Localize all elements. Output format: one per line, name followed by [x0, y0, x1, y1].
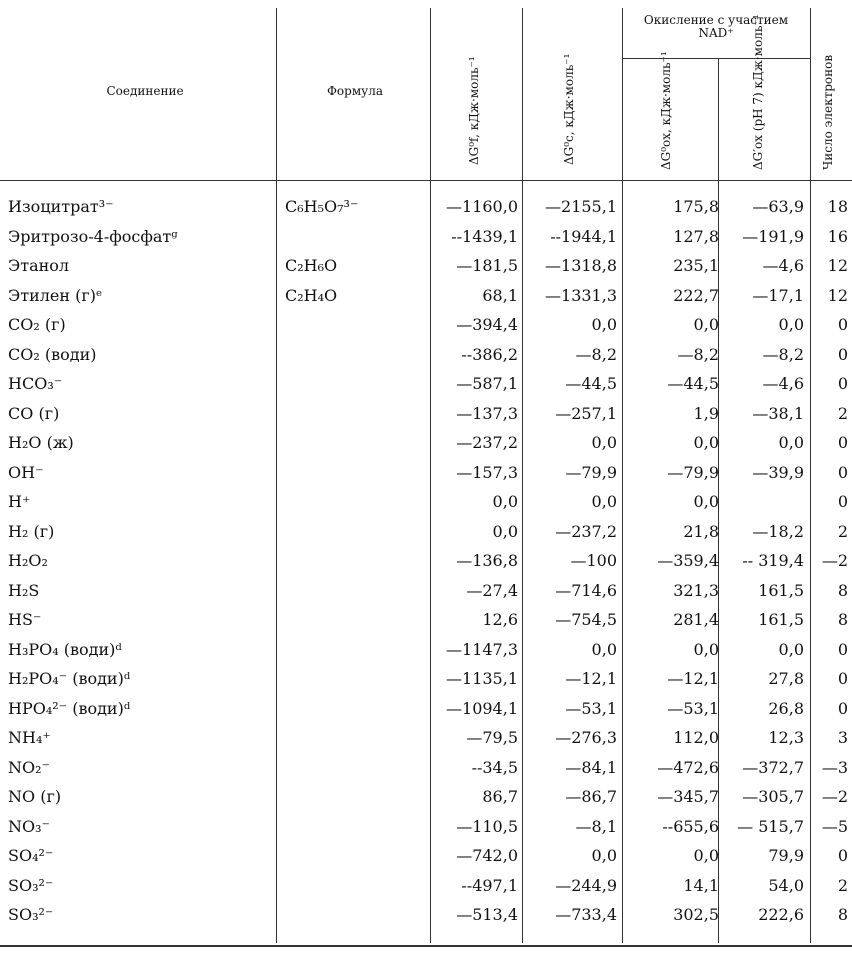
cell-dgox7: 161,5	[758, 610, 804, 629]
group-rule	[622, 58, 810, 59]
cell-dgox: 0,0	[693, 433, 719, 452]
cell-dgox7: 12,3	[768, 728, 804, 747]
table-row	[0, 905, 852, 935]
cell-dgf: —1094,1	[446, 698, 518, 718]
cell-e: 8	[837, 580, 848, 600]
cell-e: 2	[837, 403, 848, 423]
cell-dgc: —2155,1	[545, 197, 617, 216]
cell-dgox7: —191,9	[742, 226, 804, 246]
cell-name: H₂S	[8, 580, 40, 600]
cell-dgox: 0,0	[693, 846, 719, 865]
cell-dgox7: —63,9	[752, 197, 804, 216]
cell-dgc: 0,0	[591, 846, 617, 865]
cell-dgc: —754,5	[555, 610, 617, 629]
table-row	[0, 463, 852, 493]
cell-name: SO₃²⁻	[8, 905, 54, 924]
cell-dgc: --1944,1	[550, 226, 617, 246]
table-row	[0, 669, 852, 699]
table-row	[0, 522, 852, 552]
cell-dgc: —244,9	[555, 875, 617, 895]
cell-name: HPO₄²⁻ (води)ᵈ	[8, 698, 131, 718]
cell-dgc: —237,2	[555, 521, 617, 541]
cell-name: Этанол	[8, 256, 70, 275]
cell-e: —3	[821, 757, 848, 777]
cell-dgox: 235,1	[673, 256, 719, 275]
cell-name: NO₂⁻	[8, 757, 50, 777]
cell-dgox7: —305,7	[742, 787, 804, 806]
cell-dgc: —84,1	[565, 757, 617, 777]
table-row	[0, 227, 852, 257]
cell-name: H₂O (ж)	[8, 433, 74, 452]
cell-dgox7: 54,0	[768, 875, 804, 895]
cell-dgf: 0,0	[492, 521, 518, 541]
cell-name: SO₄²⁻	[8, 846, 54, 865]
cell-name: CO₂ (води)	[8, 344, 97, 364]
cell-name: NH₄⁺	[8, 728, 51, 747]
cell-dgox7: 0,0	[778, 639, 804, 659]
cell-dgf: —136,8	[456, 551, 518, 570]
cell-dgf: 0,0	[492, 492, 518, 511]
cell-dgox: 0,0	[693, 492, 719, 511]
cell-dgox7: —17,1	[752, 285, 804, 305]
cell-e: 0	[837, 344, 848, 364]
cell-e: 3	[837, 728, 848, 747]
cell-dgox7: —38,1	[752, 403, 804, 423]
cell-dgox: —359,4	[657, 551, 719, 570]
cell-dgf: --34,5	[471, 757, 518, 777]
cell-e: 0	[837, 315, 848, 334]
table-row	[0, 256, 852, 286]
cell-dgox7: -- 319,4	[742, 551, 804, 570]
cell-dgox: 321,3	[673, 580, 719, 600]
cell-dgox7: —4,6	[762, 256, 804, 275]
cell-dgc: —1318,8	[545, 256, 617, 275]
cell-dgc: —86,7	[565, 787, 617, 806]
cell-dgox: --655,6	[662, 816, 719, 836]
cell-name: NO (г)	[8, 787, 62, 806]
cell-dgox: 0,0	[693, 639, 719, 659]
cell-e: 12	[827, 256, 848, 275]
cell-dgf: 68,1	[482, 285, 518, 305]
cell-dgox: 14,1	[683, 875, 719, 895]
cell-e: 0	[837, 639, 848, 659]
table-row	[0, 315, 852, 345]
cell-e: 2	[837, 521, 848, 541]
table-row	[0, 817, 852, 847]
cell-formula: C₂H₄O	[285, 285, 338, 305]
cell-dgf: —27,4	[466, 580, 518, 600]
cell-dgf: --386,2	[461, 344, 518, 364]
cell-dgf: —1160,0	[446, 197, 518, 216]
cell-dgc: —8,2	[575, 344, 617, 364]
cell-name: H₂PO₄⁻ (води)ᵈ	[8, 669, 131, 688]
header-rule	[0, 180, 852, 181]
cell-dgf: —742,0	[456, 846, 518, 865]
table-row	[0, 787, 852, 817]
header-dgox: ΔG⁰ox, кДж·моль⁻¹	[659, 51, 673, 170]
cell-name: H⁺	[8, 492, 31, 511]
cell-dgc: —100	[570, 551, 617, 570]
table-row	[0, 581, 852, 611]
cell-dgox: —44,5	[667, 374, 719, 393]
cell-formula: C₂H₆O	[285, 256, 338, 275]
table-row	[0, 374, 852, 404]
cell-dgf: —1147,3	[446, 639, 518, 659]
header-compound: Соединение	[106, 84, 184, 98]
cell-dgox: —345,7	[657, 787, 719, 806]
cell-dgc: 0,0	[591, 492, 617, 511]
cell-dgox7: —18,2	[752, 521, 804, 541]
cell-dgox7: —39,9	[752, 462, 804, 482]
cell-dgox: 175,8	[673, 197, 719, 216]
cell-e: —2	[821, 787, 848, 806]
table-row	[0, 876, 852, 906]
table-row	[0, 492, 852, 522]
cell-name: H₂ (г)	[8, 521, 55, 541]
cell-dgc: 0,0	[591, 433, 617, 452]
table-row	[0, 758, 852, 788]
bottom-rule	[0, 945, 852, 947]
cell-dgox: —53,1	[667, 698, 719, 718]
cell-dgf: —79,5	[466, 728, 518, 747]
cell-e: 0	[837, 669, 848, 688]
cell-dgox7: 26,8	[768, 698, 804, 718]
cell-dgox7: —8,2	[762, 344, 804, 364]
cell-dgox7: 0,0	[778, 315, 804, 334]
cell-dgf: —157,3	[456, 462, 518, 482]
table-row	[0, 345, 852, 375]
cell-dgox: —12,1	[667, 669, 719, 688]
cell-dgc: —714,6	[555, 580, 617, 600]
cell-dgox: 127,8	[673, 226, 719, 246]
cell-dgc: —79,9	[565, 462, 617, 482]
cell-e: 0	[837, 462, 848, 482]
cell-dgf: —587,1	[456, 374, 518, 393]
header-ox-group: Окисление с участием NAD⁺	[643, 13, 789, 40]
cell-dgox: —8,2	[677, 344, 719, 364]
cell-dgf: --1439,1	[451, 226, 518, 246]
header-dgox-ph7: ΔG′ox (pH 7) кДж·моль⁻¹	[751, 14, 765, 170]
cell-name: H₂O₂	[8, 551, 48, 570]
header-dgf: ΔG⁰f, кДж·моль⁻¹	[467, 56, 481, 165]
cell-dgox: 112,0	[673, 728, 719, 747]
cell-dgc: —12,1	[565, 669, 617, 688]
cell-dgf: —181,5	[456, 256, 518, 275]
cell-name: HS⁻	[8, 610, 42, 629]
cell-e: 12	[827, 285, 848, 305]
cell-dgox7: 161,5	[758, 580, 804, 600]
cell-e: 0	[837, 374, 848, 393]
cell-dgox7: — 515,7	[737, 816, 804, 836]
table-row	[0, 404, 852, 434]
cell-e: 2	[837, 875, 848, 895]
cell-e: 16	[827, 226, 848, 246]
cell-dgf: —394,4	[456, 315, 518, 334]
cell-dgox: 302,5	[673, 905, 719, 924]
table-row	[0, 433, 852, 463]
cell-formula: C₆H₅O₇³⁻	[285, 197, 359, 216]
cell-dgf: —137,3	[456, 403, 518, 423]
cell-dgc: —733,4	[555, 905, 617, 924]
cell-dgox: —472,6	[657, 757, 719, 777]
table-row	[0, 699, 852, 729]
cell-dgox: 281,4	[673, 610, 719, 629]
cell-dgf: —237,2	[456, 433, 518, 452]
cell-dgc: —44,5	[565, 374, 617, 393]
cell-e: 18	[827, 197, 848, 216]
table-row	[0, 610, 852, 640]
cell-dgc: —257,1	[555, 403, 617, 423]
cell-dgox7: —372,7	[742, 757, 804, 777]
cell-e: —5	[821, 816, 848, 836]
cell-dgc: —8,1	[575, 816, 617, 836]
cell-e: 8	[837, 905, 848, 924]
cell-dgox: —79,9	[667, 462, 719, 482]
cell-name: OH⁻	[8, 462, 44, 482]
cell-dgf: —110,5	[456, 816, 518, 836]
cell-dgf: —513,4	[456, 905, 518, 924]
cell-dgc: 0,0	[591, 639, 617, 659]
cell-name: Изоцитрат³⁻	[8, 197, 114, 216]
header-dgc: ΔG⁰c, кДж·моль⁻¹	[562, 53, 576, 165]
cell-dgf: —1135,1	[446, 669, 518, 688]
cell-dgox7: 79,9	[768, 846, 804, 865]
cell-e: —2	[821, 551, 848, 570]
table-row	[0, 846, 852, 876]
cell-dgox7: 222,6	[758, 905, 804, 924]
cell-dgox: 1,9	[693, 403, 719, 423]
cell-dgox7: 27,8	[768, 669, 804, 688]
cell-dgox7: —4,6	[762, 374, 804, 393]
cell-dgox7: 0,0	[778, 433, 804, 452]
cell-name: Этилен (г)ᵉ	[8, 285, 103, 305]
cell-name: NO₃⁻	[8, 816, 50, 836]
cell-dgf: 86,7	[482, 787, 518, 806]
header-formula: Формула	[326, 84, 384, 98]
cell-name: Эритрозо-4-фосфатᵍ	[8, 226, 178, 246]
cell-dgox: 21,8	[683, 521, 719, 541]
cell-dgc: —53,1	[565, 698, 617, 718]
cell-dgc: —276,3	[555, 728, 617, 747]
cell-name: HCO₃⁻	[8, 374, 63, 393]
table-row	[0, 640, 852, 670]
cell-dgc: —1331,3	[545, 285, 617, 305]
table-row	[0, 197, 852, 227]
cell-name: CO₂ (г)	[8, 315, 66, 334]
cell-e: 0	[837, 698, 848, 718]
cell-name: H₃PO₄ (води)ᵈ	[8, 639, 122, 659]
cell-e: 0	[837, 846, 848, 865]
cell-dgf: 12,6	[482, 610, 518, 629]
cell-e: 8	[837, 610, 848, 629]
table-row	[0, 286, 852, 316]
cell-dgf: --497,1	[461, 875, 518, 895]
table-row	[0, 728, 852, 758]
cell-e: 0	[837, 433, 848, 452]
table-row	[0, 551, 852, 581]
cell-e: 0	[837, 492, 848, 511]
cell-dgox: 0,0	[693, 315, 719, 334]
cell-name: SO₃²⁻	[8, 875, 54, 895]
cell-dgc: 0,0	[591, 315, 617, 334]
cell-name: CO (г)	[8, 403, 60, 423]
cell-dgox: 222,7	[673, 285, 719, 305]
header-electrons: Число электронов	[821, 54, 835, 170]
